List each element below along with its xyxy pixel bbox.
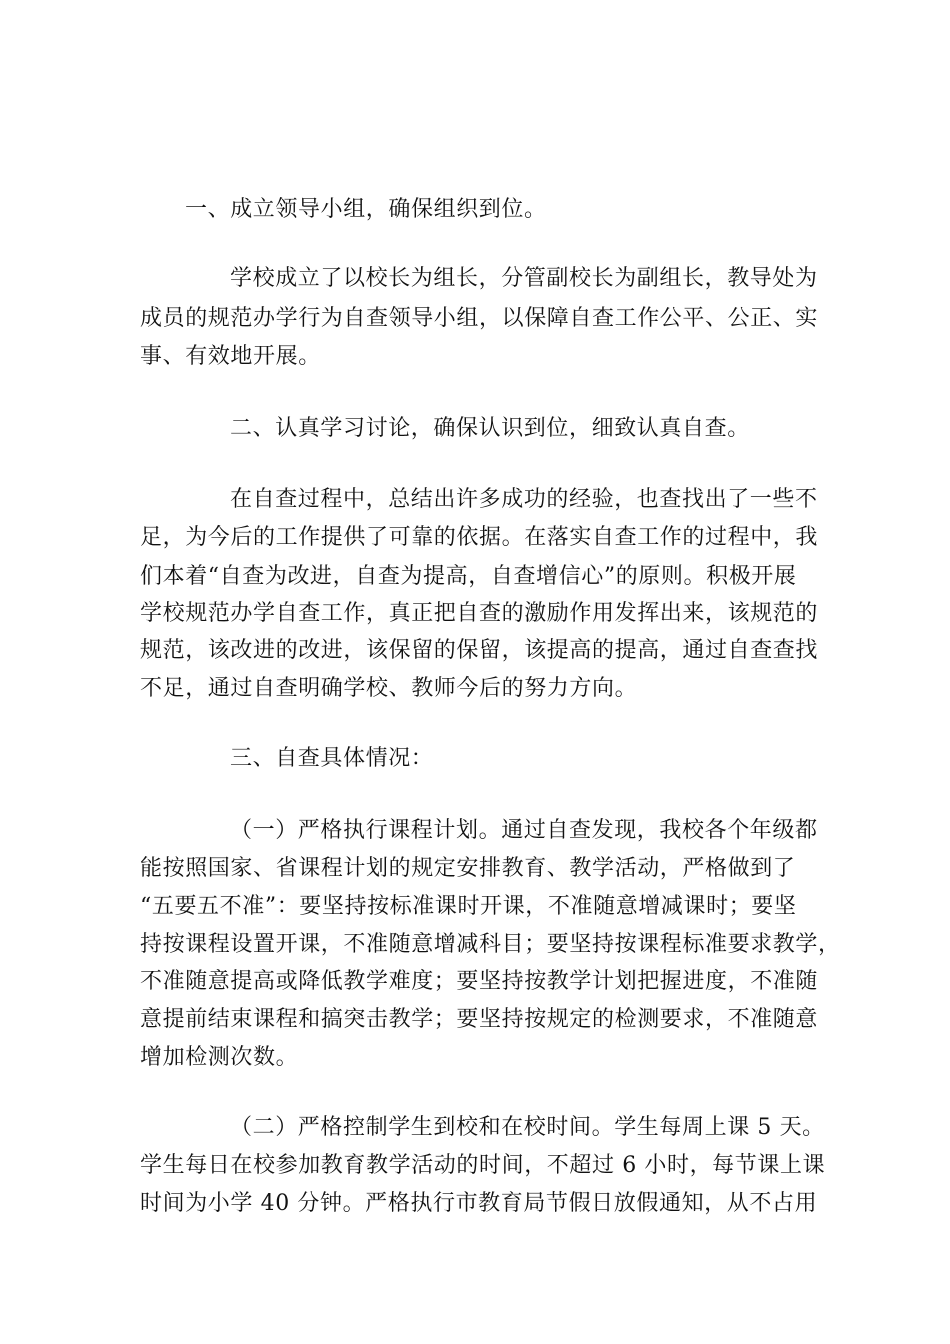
- paragraph-2-line-4: 学校规范办学自查工作，真正把自查的激励作用发挥出来，该规范的: [140, 601, 819, 626]
- paragraph-4-line-3: 时间为小学 40 分钟。严格执行市教育局节假日放假通知，从不占用: [140, 1191, 818, 1216]
- paragraph-1-line-1: 学校成立了以校长为组长，分管副校长为副组长，教导处为: [230, 266, 818, 291]
- paragraph-2-line-2: 足，为今后的工作提供了可靠的依据。在落实自查工作的过程中，我: [140, 525, 819, 550]
- paragraph-1-line-3: 事、有效地开展。: [140, 344, 321, 369]
- paragraph-3-line-3: “五要五不准”：要坚持按标准课时开课，不准随意增减课时；要坚: [140, 894, 797, 919]
- section-heading-3: 三、自查具体情况：: [230, 746, 434, 771]
- paragraph-1-line-2: 成员的规范办学行为自查领导小组，以保障自查工作公平、公正、实: [140, 306, 819, 331]
- section-heading-2: 二、认真学习讨论，确保认识到位，细致认真自查。: [230, 416, 750, 441]
- paragraph-3-line-5: 不准随意提高或降低教学难度；要坚持按教学计划把握进度，不准随: [140, 969, 819, 994]
- paragraph-3-line-7: 增加检测次数。: [140, 1045, 299, 1070]
- paragraph-2-line-1: 在自查过程中，总结出许多成功的经验，也查找出了一些不: [230, 487, 818, 512]
- paragraph-3-line-1: （一）严格执行课程计划。通过自查发现，我校各个年级都: [230, 818, 818, 843]
- section-heading-1: 一、成立领导小组，确保组织到位。: [185, 197, 547, 222]
- paragraph-2-line-3: 们本着“自查为改进，自查为提高，自查增信心”的原则。积极开展: [140, 564, 797, 589]
- paragraph-4-line-2: 学生每日在校参加教育教学活动的时间，不超过 6 小时，每节课上课: [140, 1153, 826, 1178]
- paragraph-2-line-6: 不足，通过自查明确学校、教师今后的努力方向。: [140, 676, 638, 701]
- paragraph-3-line-6: 意提前结束课程和搞突击教学；要坚持按规定的检测要求，不准随意: [140, 1007, 819, 1032]
- paragraph-3-line-4: 持按课程设置开课，不准随意增减科目；要坚持按课程标准要求教学，: [140, 932, 841, 957]
- paragraph-3-line-2: 能按照国家、省课程计划的规定安排教育、教学活动，严格做到了: [140, 856, 796, 881]
- paragraph-4-line-1: （二）严格控制学生到校和在校时间。学生每周上课 5 天。: [230, 1115, 825, 1140]
- paragraph-2-line-5: 规范，该改进的改进，该保留的保留，该提高的提高，通过自查查找: [140, 638, 819, 663]
